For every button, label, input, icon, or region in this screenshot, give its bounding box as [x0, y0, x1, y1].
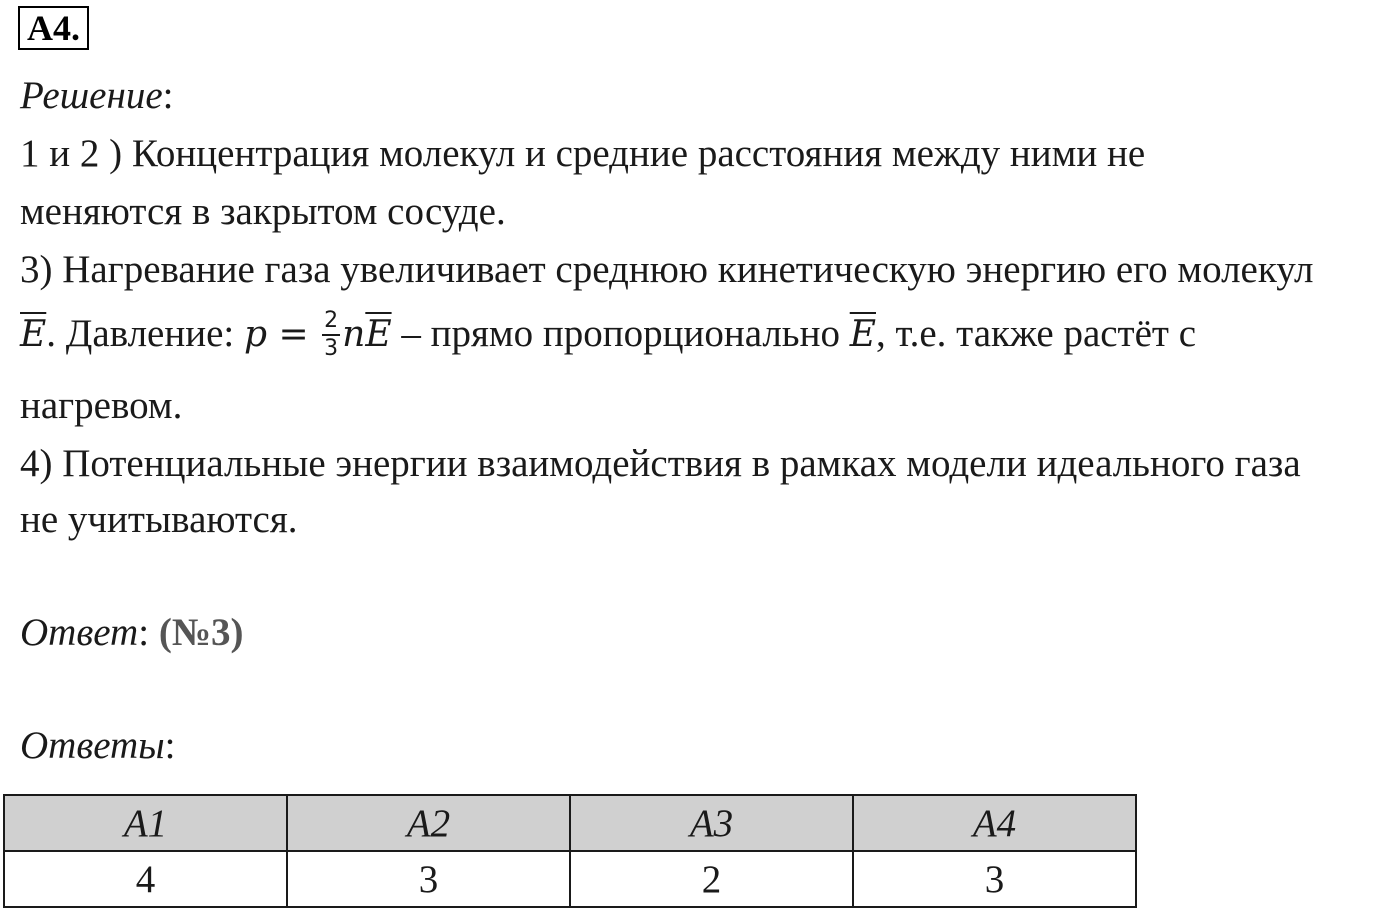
- pressure-symbol: p: [244, 313, 268, 355]
- mean-energy-symbol: $\overline{E}$: [20, 313, 47, 355]
- answers-value-row: [4, 851, 1136, 907]
- answers-heading: [20, 723, 175, 769]
- solution-line-2: меняются в закрытом сосуде.: [20, 190, 506, 233]
- solution-line-4: [20, 310, 1196, 364]
- solution-line-7: не учитываются.: [20, 498, 298, 541]
- fraction-denominator: 3: [324, 336, 339, 361]
- answers-header-cell: А3: [570, 795, 853, 851]
- answers-value-cell: 2: [570, 851, 853, 907]
- answer-label: Ответ: [20, 611, 139, 654]
- solution-label: Решение: [20, 74, 163, 117]
- equals-sign: =: [267, 313, 321, 355]
- fraction-two-thirds: [322, 308, 340, 362]
- solution-line-3: 3) Нагревание газа увеличивает среднюю кинетическую энергию его молекул: [20, 248, 1314, 291]
- solution-colon: :: [162, 74, 174, 117]
- answers-colon: :: [164, 724, 176, 767]
- answer-line: [20, 610, 243, 656]
- answers-value-cell: 4: [4, 851, 287, 907]
- fraction-numerator: 2: [322, 308, 340, 336]
- answer-value: (№3): [158, 611, 244, 654]
- solution-heading: [20, 73, 173, 119]
- concentration-symbol: n: [342, 313, 366, 355]
- answer-colon: :: [138, 611, 159, 654]
- task-number-label: А4.: [18, 6, 89, 50]
- mean-energy-symbol: $\overline{E}$: [849, 313, 876, 355]
- line4-text-1: . Давление:: [46, 311, 245, 355]
- solution-line-5: нагревом.: [20, 384, 183, 427]
- answers-value-cell: 3: [287, 851, 570, 907]
- mean-energy-symbol: $\overline{E}$: [365, 313, 392, 355]
- answers-value-cell: 3: [853, 851, 1136, 907]
- solution-line-6: 4) Потенциальные энергии взаимодействия в рамках модели идеального газа: [20, 442, 1301, 485]
- answers-header-cell: А1: [4, 795, 287, 851]
- line4-text-2: – прямо пропорционально: [391, 311, 850, 355]
- solution-line-1: 1 и 2 ) Концентрация молекул и средние расстояния между ними не: [20, 132, 1146, 175]
- answers-header-row: [4, 795, 1136, 851]
- answers-label: Ответы: [20, 724, 165, 767]
- line4-text-3: , т.е. также растёт с: [876, 311, 1197, 355]
- answers-table: [3, 794, 1137, 908]
- answers-header-cell: А2: [287, 795, 570, 851]
- answers-header-cell: А4: [853, 795, 1136, 851]
